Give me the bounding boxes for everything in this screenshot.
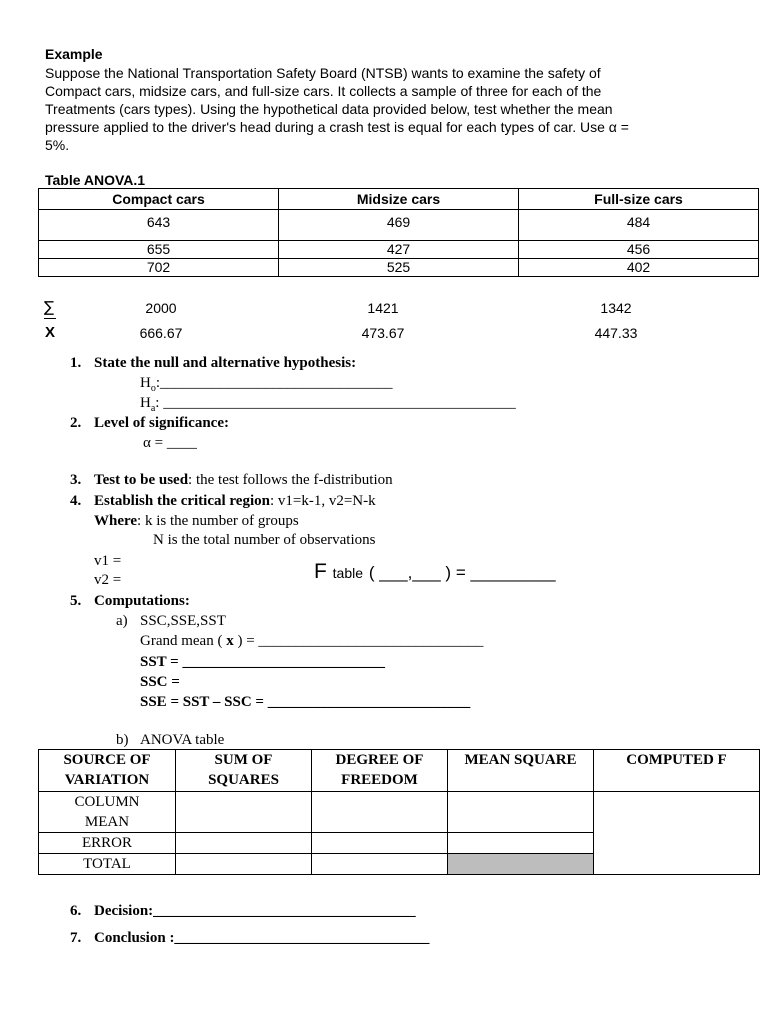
step-4 [70, 491, 376, 511]
table-row [39, 792, 760, 833]
step-title: Level of significance: [94, 415, 229, 431]
shaded-cell [448, 854, 594, 875]
problem-line: Treatments (cars types). Using the hypothetical data provided below, test whether the mean [45, 101, 613, 117]
substep-a [116, 611, 226, 631]
mean-bar [44, 318, 56, 319]
substep-title: SSC,SSE,SST [140, 613, 226, 629]
step-6 [70, 901, 416, 921]
column-header: Compact cars [39, 189, 279, 210]
problem-line: Compact cars, midsize cars, and full-size cars. It collects a sample of three for each of the [45, 83, 602, 99]
substep-b [116, 730, 224, 750]
step-number: 6. [70, 903, 82, 919]
table-cell [312, 792, 448, 833]
ssc-line: SSC = [140, 674, 180, 690]
v1-line: v1 = [94, 553, 122, 569]
row-label: ERROR [39, 833, 176, 854]
step-title: Establish the critical region [94, 493, 270, 509]
column-header [176, 750, 312, 792]
step-title: Conclusion :__________________________________ [94, 930, 430, 946]
h0-label: H [140, 375, 151, 391]
substep-label: b) [116, 732, 129, 748]
f-blank: ( ___,___ ) = _________ [368, 563, 556, 582]
ha-blank: : _______________________________________________ [155, 395, 516, 411]
header-line: MEAN SQUARE [464, 752, 577, 768]
step-number: 5. [70, 593, 82, 609]
computed-f-cell [594, 792, 760, 875]
table-header-row [39, 750, 760, 792]
sse-line: SSE = SST – SSC = ___________________________ [140, 694, 471, 710]
table-cell: 402 [519, 259, 759, 277]
table-cell [312, 833, 448, 854]
example-heading: Example [45, 46, 103, 62]
mean-value: 473.67 [361, 325, 405, 341]
table-cell [176, 854, 312, 875]
grand-mean-line [140, 631, 483, 651]
step-2 [70, 413, 229, 433]
table-cell: 469 [279, 210, 519, 241]
table-row [39, 241, 759, 259]
table-caption: Table ANOVA.1 [45, 172, 146, 188]
step-text: : the test follows the f-distribution [188, 472, 393, 488]
table-cell [176, 792, 312, 833]
table-cell [176, 833, 312, 854]
table-cell: 643 [39, 210, 279, 241]
v2-line: v2 = [94, 572, 122, 588]
grand-mean-symbol: x [226, 633, 234, 649]
ha-label: H [140, 395, 151, 411]
header-line: SQUARES [208, 772, 279, 788]
table-cell: 427 [279, 241, 519, 259]
data-table [38, 188, 759, 277]
step-number: 1. [70, 355, 82, 371]
table-row [39, 210, 759, 241]
table-cell [448, 833, 594, 854]
alpha-line: α = ____ [143, 435, 197, 451]
table-cell: 702 [39, 259, 279, 277]
table-cell: 484 [519, 210, 759, 241]
where-label: Where [94, 513, 138, 529]
mean-symbol: X [45, 324, 56, 341]
problem-line: Suppose the National Transportation Safety Board (NTSB) wants to examine the safety of [45, 65, 601, 81]
table-cell: 525 [279, 259, 519, 277]
step-3 [70, 470, 393, 490]
row-label-line: MEAN [84, 814, 130, 830]
header-line: COMPUTED F [626, 752, 727, 768]
sum-value: 1421 [367, 300, 399, 316]
step-1 [70, 353, 356, 373]
table-row [39, 259, 759, 277]
sum-value: 1342 [600, 300, 632, 316]
step-number: 4. [70, 493, 82, 509]
table-cell [312, 854, 448, 875]
column-header [39, 750, 176, 792]
step-title: State the null and alternative hypothesis: [94, 355, 357, 371]
column-header: Full-size cars [519, 189, 759, 210]
problem-line: pressure applied to the driver's head during a crash test is equal for each types of car. Use α = [45, 119, 629, 135]
step-text: : v1=k-1, v2=N-k [269, 493, 376, 509]
column-header: Midsize cars [279, 189, 519, 210]
step-title: Test to be used [94, 472, 189, 488]
sum-value: 2000 [145, 300, 177, 316]
header-line: FREEDOM [341, 772, 418, 788]
sst-line: SST = ___________________________ [140, 654, 385, 670]
f-letter: F [314, 560, 327, 583]
grand-mean-blank: ) = ______________________________ [233, 633, 484, 649]
substep-title: ANOVA table [140, 732, 225, 748]
substep-label: a) [116, 613, 128, 629]
ha-subscript: a [150, 403, 156, 414]
column-header [448, 750, 594, 792]
n-definition: N is the total number of observations [153, 532, 376, 548]
step-5 [70, 591, 190, 611]
column-header [312, 750, 448, 792]
step-title: Computations: [94, 593, 190, 609]
header-line: SUM OF [214, 752, 273, 768]
step-7 [70, 928, 429, 948]
sum-symbol: ∑ [44, 298, 55, 316]
table-cell: 456 [519, 241, 759, 259]
where-text: : k is the number of groups [137, 513, 299, 529]
grand-mean-label: Grand mean ( [140, 633, 227, 649]
problem-statement [45, 64, 725, 154]
step-number: 7. [70, 930, 82, 946]
row-label: TOTAL [39, 854, 176, 875]
header-line: VARIATION [64, 772, 150, 788]
mean-value: 666.67 [139, 325, 183, 341]
step-number: 3. [70, 472, 82, 488]
header-line: SOURCE OF [63, 752, 151, 768]
row-label [39, 792, 176, 833]
step-number: 2. [70, 415, 82, 431]
f-table-line [314, 560, 556, 584]
table-cell [448, 792, 594, 833]
h0-subscript: o [150, 383, 156, 394]
problem-line: 5%. [45, 137, 70, 153]
header-line: DEGREE OF [335, 752, 424, 768]
table-header-row [39, 189, 759, 210]
f-subscript: table [332, 565, 364, 581]
table-cell: 655 [39, 241, 279, 259]
column-header [594, 750, 760, 792]
mean-value: 447.33 [594, 325, 638, 341]
h0-blank: :_______________________________ [155, 375, 393, 391]
where-line [94, 511, 299, 531]
step-title: Decision:___________________________________ [94, 903, 416, 919]
anova-table [38, 749, 760, 875]
row-label-line: COLUMN [74, 794, 140, 810]
